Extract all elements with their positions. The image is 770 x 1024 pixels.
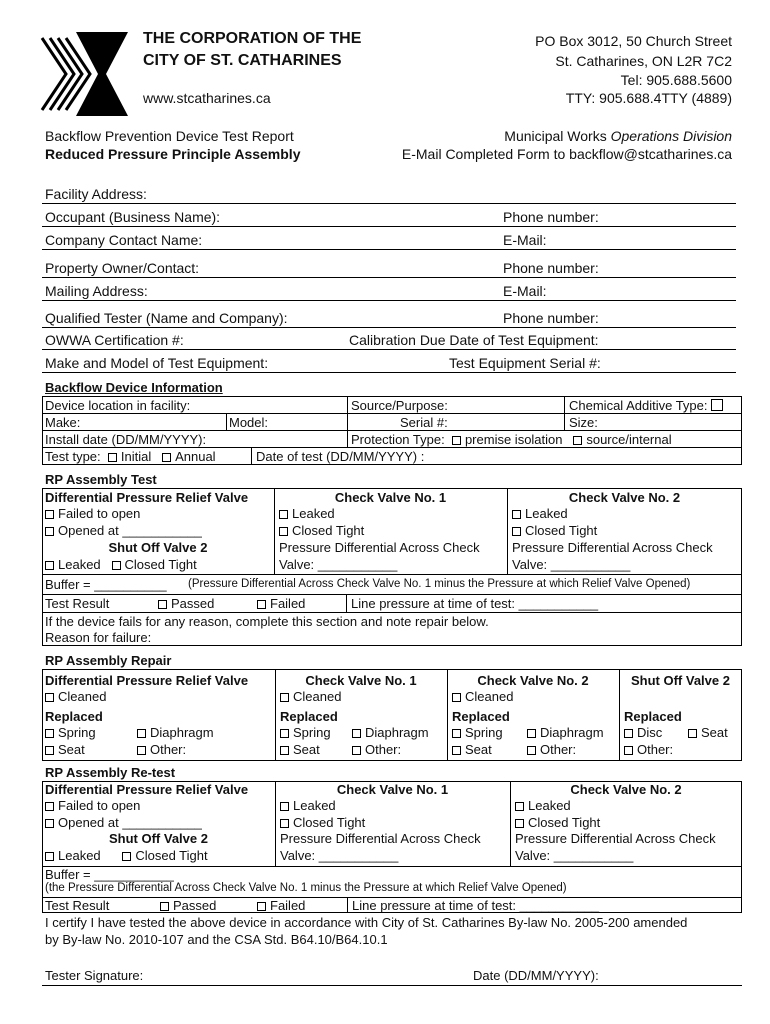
repair-cv1-other: Other: bbox=[352, 742, 401, 757]
repair-cv1-header: Check Valve No. 1 bbox=[305, 673, 417, 688]
retest-buffer[interactable]: Buffer = ___________ bbox=[45, 867, 174, 882]
retest-cv2-closed-checkbox[interactable] bbox=[515, 819, 524, 828]
make-model-equipment-label: Make and Model of Test Equipment: bbox=[45, 355, 269, 371]
test-sov-closed-checkbox[interactable] bbox=[112, 561, 121, 570]
report-subtitle: Reduced Pressure Principle Assembly bbox=[45, 146, 301, 162]
test-cv1-closed: Closed Tight bbox=[279, 523, 364, 538]
email-label-1: E-Mail: bbox=[503, 232, 547, 248]
test-cv2-pd: Pressure Differential Across Check bbox=[512, 540, 713, 555]
repair-dprv-cleaned-checkbox[interactable] bbox=[45, 693, 54, 702]
test-failed: Failed bbox=[257, 596, 305, 611]
retest-shutoff-header: Shut Off Valve 2 bbox=[109, 831, 208, 846]
test-buffer-note: (Pressure Differential Across Check Valve No. 1 minus the Pressure at which Relief Valve Opened) bbox=[188, 578, 691, 590]
address-line2: St. Catharines, ON L2R 7C2 bbox=[555, 53, 732, 69]
phone-label-3: Phone number: bbox=[503, 310, 599, 326]
repair-cv2-other-checkbox[interactable] bbox=[527, 746, 536, 755]
facility-address-label: Facility Address: bbox=[45, 186, 147, 202]
occupant-label: Occupant (Business Name): bbox=[45, 209, 221, 225]
website: www.stcatharines.ca bbox=[143, 90, 271, 106]
test-failed-checkbox[interactable] bbox=[257, 600, 266, 609]
repair-cv2-seat-checkbox[interactable] bbox=[452, 746, 461, 755]
test-cv1-pd: Pressure Differential Across Check bbox=[279, 540, 480, 555]
retest-cv1-closed-checkbox[interactable] bbox=[280, 819, 289, 828]
retest-dprv-header: Differential Pressure Relief Valve bbox=[45, 782, 249, 797]
repair-cv1-cleaned: Cleaned bbox=[280, 689, 341, 704]
repair-cv1-other-checkbox[interactable] bbox=[352, 746, 361, 755]
install-date-label: Install date (DD/MM/YYYY): bbox=[45, 432, 207, 447]
test-opened-at-checkbox[interactable] bbox=[45, 527, 54, 536]
test-opened-at: Opened at ___________ bbox=[45, 523, 202, 538]
repair-cv2-replaced: Replaced bbox=[452, 709, 510, 724]
signature-date-label[interactable]: Date (DD/MM/YYYY): bbox=[473, 968, 599, 983]
device-info-heading: Backflow Device Information bbox=[45, 380, 223, 395]
repair-cv1-seat: Seat bbox=[280, 742, 320, 757]
rp-test-heading: RP Assembly Test bbox=[45, 472, 157, 487]
org-name-line2: CITY OF ST. CATHARINES bbox=[143, 52, 342, 69]
retest-opened-at-checkbox[interactable] bbox=[45, 819, 54, 828]
property-owner-label: Property Owner/Contact: bbox=[45, 260, 200, 276]
repair-dprv-other-checkbox[interactable] bbox=[137, 746, 146, 755]
repair-cv1-cleaned-checkbox[interactable] bbox=[280, 693, 289, 702]
test-cv2-closed: Closed Tight bbox=[512, 523, 597, 538]
retest-sov-options: Leaked Closed Tight bbox=[45, 848, 208, 863]
initial-checkbox[interactable] bbox=[108, 453, 117, 462]
test-cv1-leaked: Leaked bbox=[279, 506, 335, 521]
test-buffer[interactable]: Buffer = __________ bbox=[45, 577, 167, 592]
repair-cv2-diaphragm-checkbox[interactable] bbox=[527, 729, 536, 738]
retest-cv2-closed: Closed Tight bbox=[515, 815, 600, 830]
test-type-label: Test type: Initial Annual bbox=[45, 449, 216, 464]
test-passed-checkbox[interactable] bbox=[158, 600, 167, 609]
test-fail-note: If the device fails for any reason, complete this section and note repair below. bbox=[45, 614, 489, 629]
repair-cv1-diaphragm-checkbox[interactable] bbox=[352, 729, 361, 738]
make-label: Make: bbox=[45, 415, 81, 430]
test-line-pressure[interactable]: Line pressure at time of test: ___________ bbox=[351, 596, 599, 611]
test-cv1-valve[interactable]: Valve: ___________ bbox=[279, 557, 398, 572]
annual-checkbox[interactable] bbox=[162, 453, 171, 462]
retest-cv2-leaked-checkbox[interactable] bbox=[515, 802, 524, 811]
test-cv2-closed-checkbox[interactable] bbox=[512, 527, 521, 536]
report-title: Backflow Prevention Device Test Report bbox=[45, 128, 294, 144]
model-label: Model: bbox=[229, 415, 269, 430]
retest-cv1-leaked: Leaked bbox=[280, 798, 336, 813]
email-instruction: E-Mail Completed Form to backflow@stcatharines.ca bbox=[401, 146, 732, 162]
address-line1: PO Box 3012, 50 Church Street bbox=[535, 33, 732, 49]
repair-cv2-diaphragm: Diaphragm bbox=[527, 725, 604, 740]
tester-signature-label[interactable]: Tester Signature: bbox=[45, 968, 144, 983]
retest-failed-open-checkbox[interactable] bbox=[45, 802, 54, 811]
retest-cv2-leaked: Leaked bbox=[515, 798, 571, 813]
retest-cv1-header: Check Valve No. 1 bbox=[336, 782, 449, 797]
protection-type-label: Protection Type: premise isolation source/internal bbox=[351, 432, 672, 447]
chemical-additive-checkbox[interactable] bbox=[711, 399, 723, 411]
owwa-label: OWWA Certification #: bbox=[45, 332, 184, 348]
retest-sov-leaked-checkbox[interactable] bbox=[45, 852, 54, 861]
test-cv2-header: Check Valve No. 2 bbox=[568, 490, 681, 505]
repair-dprv-replaced: Replaced bbox=[45, 709, 103, 724]
repair-dprv-other: Other: bbox=[137, 742, 186, 757]
repair-dprv-diaphragm-checkbox[interactable] bbox=[137, 729, 146, 738]
test-failed-open-checkbox[interactable] bbox=[45, 510, 54, 519]
repair-sov2-seat: Seat bbox=[688, 725, 728, 740]
test-cv1-header: Check Valve No. 1 bbox=[334, 490, 447, 505]
retest-failed-checkbox[interactable] bbox=[257, 902, 266, 911]
repair-sov2-other: Other: bbox=[624, 742, 673, 757]
retest-passed-checkbox[interactable] bbox=[160, 902, 169, 911]
test-cv2-valve[interactable]: Valve: ___________ bbox=[512, 557, 631, 572]
department: Municipal Works Operations Division bbox=[504, 128, 732, 144]
test-dprv-header: Differential Pressure Relief Valve bbox=[45, 490, 249, 505]
repair-cv1-diaphragm: Diaphragm bbox=[352, 725, 429, 740]
retest-failed-open: Failed to open bbox=[45, 798, 140, 813]
test-cv1-closed-checkbox[interactable] bbox=[279, 527, 288, 536]
qualified-tester-label: Qualified Tester (Name and Company): bbox=[45, 310, 288, 326]
retest-cv1-leaked-checkbox[interactable] bbox=[280, 802, 289, 811]
repair-cv2-cleaned-checkbox[interactable] bbox=[452, 693, 461, 702]
repair-sov2-disc-checkbox[interactable] bbox=[624, 729, 633, 738]
repair-cv1-replaced: Replaced bbox=[280, 709, 338, 724]
company-contact-label: Company Contact Name: bbox=[45, 232, 203, 248]
date-of-test-label: Date of test (DD/MM/YYYY) : bbox=[256, 449, 425, 464]
premise-isolation-checkbox[interactable] bbox=[452, 436, 461, 445]
retest-result-label: Test Result bbox=[45, 898, 110, 913]
repair-dprv-seat: Seat bbox=[45, 742, 85, 757]
repair-sov2-header: Shut Off Valve 2 bbox=[631, 673, 730, 688]
test-failed-open: Failed to open bbox=[45, 506, 140, 521]
retest-cv2-pd: Pressure Differential Across Check bbox=[515, 831, 716, 846]
retest-opened-at: Opened at ___________ bbox=[45, 815, 202, 830]
retest-sov-closed-checkbox[interactable] bbox=[122, 852, 131, 861]
test-shutoff-header: Shut Off Valve 2 bbox=[108, 540, 208, 555]
city-logo bbox=[36, 28, 128, 120]
retest-passed: Passed bbox=[160, 898, 216, 913]
repair-cv2-seat: Seat bbox=[452, 742, 492, 757]
repair-sov2-disc: Disc bbox=[624, 725, 662, 740]
tty: TTY: 905.688.4TTY (4889) bbox=[565, 90, 732, 106]
repair-dprv-spring: Spring bbox=[45, 725, 96, 740]
test-cv2-leaked: Leaked bbox=[512, 506, 568, 521]
calibration-label: Calibration Due Date of Test Equipment: bbox=[349, 332, 599, 348]
certify-line1: I certify I have tested the above device in accordance with City of St. Catharines By-law No. 2005-200 amended bbox=[45, 915, 688, 930]
size-label: Size: bbox=[569, 415, 598, 430]
retest-failed: Failed bbox=[257, 898, 305, 913]
tel: Tel: 905.688.5600 bbox=[620, 72, 732, 88]
test-passed: Passed bbox=[158, 596, 214, 611]
repair-cv2-spring-checkbox[interactable] bbox=[452, 729, 461, 738]
repair-cv1-spring-checkbox[interactable] bbox=[280, 729, 289, 738]
serial-label: Serial #: bbox=[400, 415, 448, 430]
retest-buffer-note: (the Pressure Differential Across Check Valve No. 1 minus the Pressure at which Relief Valve Opened) bbox=[45, 882, 567, 894]
repair-dprv-seat-checkbox[interactable] bbox=[45, 746, 54, 755]
retest-cv2-header: Check Valve No. 2 bbox=[570, 782, 682, 797]
test-result-label: Test Result bbox=[45, 596, 110, 611]
repair-dprv-header: Differential Pressure Relief Valve bbox=[45, 673, 249, 688]
rp-repair-heading: RP Assembly Repair bbox=[45, 653, 172, 668]
device-location-label: Device location in facility: bbox=[45, 398, 191, 413]
repair-cv1-seat-checkbox[interactable] bbox=[280, 746, 289, 755]
repair-cv2-cleaned: Cleaned bbox=[452, 689, 513, 704]
repair-cv2-spring: Spring bbox=[452, 725, 503, 740]
test-sov-leaked-checkbox[interactable] bbox=[45, 561, 54, 570]
phone-label-2: Phone number: bbox=[503, 260, 599, 276]
retest-line-pressure[interactable]: Line pressure at time of test: ___________ bbox=[352, 898, 600, 913]
repair-dprv-diaphragm: Diaphragm bbox=[137, 725, 214, 740]
test-cv2-leaked-checkbox[interactable] bbox=[512, 510, 521, 519]
test-cv1-leaked-checkbox[interactable] bbox=[279, 510, 288, 519]
chemical-additive-label: Chemical Additive Type: bbox=[569, 398, 723, 413]
repair-cv2-other: Other: bbox=[527, 742, 576, 757]
test-sov-options: Leaked Closed Tight bbox=[45, 557, 197, 572]
equipment-serial-label: Test Equipment Serial #: bbox=[449, 355, 601, 371]
phone-label-1: Phone number: bbox=[503, 209, 599, 225]
certify-line2: by By-law No. 2010-107 and the CSA Std. B64.10/B64.10.1 bbox=[45, 932, 388, 947]
email-label-2: E-Mail: bbox=[503, 283, 547, 299]
repair-dprv-cleaned: Cleaned bbox=[45, 689, 106, 704]
mailing-address-label: Mailing Address: bbox=[45, 283, 148, 299]
repair-sov2-seat-checkbox[interactable] bbox=[688, 729, 697, 738]
test-reason-label[interactable]: Reason for failure: bbox=[45, 630, 152, 645]
repair-cv1-spring: Spring bbox=[280, 725, 331, 740]
repair-sov2-replaced: Replaced bbox=[624, 709, 682, 724]
retest-cv1-pd: Pressure Differential Across Check bbox=[280, 831, 481, 846]
repair-cv2-header: Check Valve No. 2 bbox=[477, 673, 589, 688]
source-internal-checkbox[interactable] bbox=[573, 436, 582, 445]
rp-retest-heading: RP Assembly Re-test bbox=[45, 765, 176, 780]
repair-dprv-spring-checkbox[interactable] bbox=[45, 729, 54, 738]
retest-cv2-valve[interactable]: Valve: ___________ bbox=[515, 848, 634, 863]
org-name-line1: THE CORPORATION OF THE bbox=[143, 30, 362, 47]
source-purpose-label: Source/Purpose: bbox=[351, 398, 448, 413]
retest-cv1-closed: Closed Tight bbox=[280, 815, 365, 830]
repair-sov2-other-checkbox[interactable] bbox=[624, 746, 633, 755]
retest-cv1-valve[interactable]: Valve: ___________ bbox=[280, 848, 399, 863]
